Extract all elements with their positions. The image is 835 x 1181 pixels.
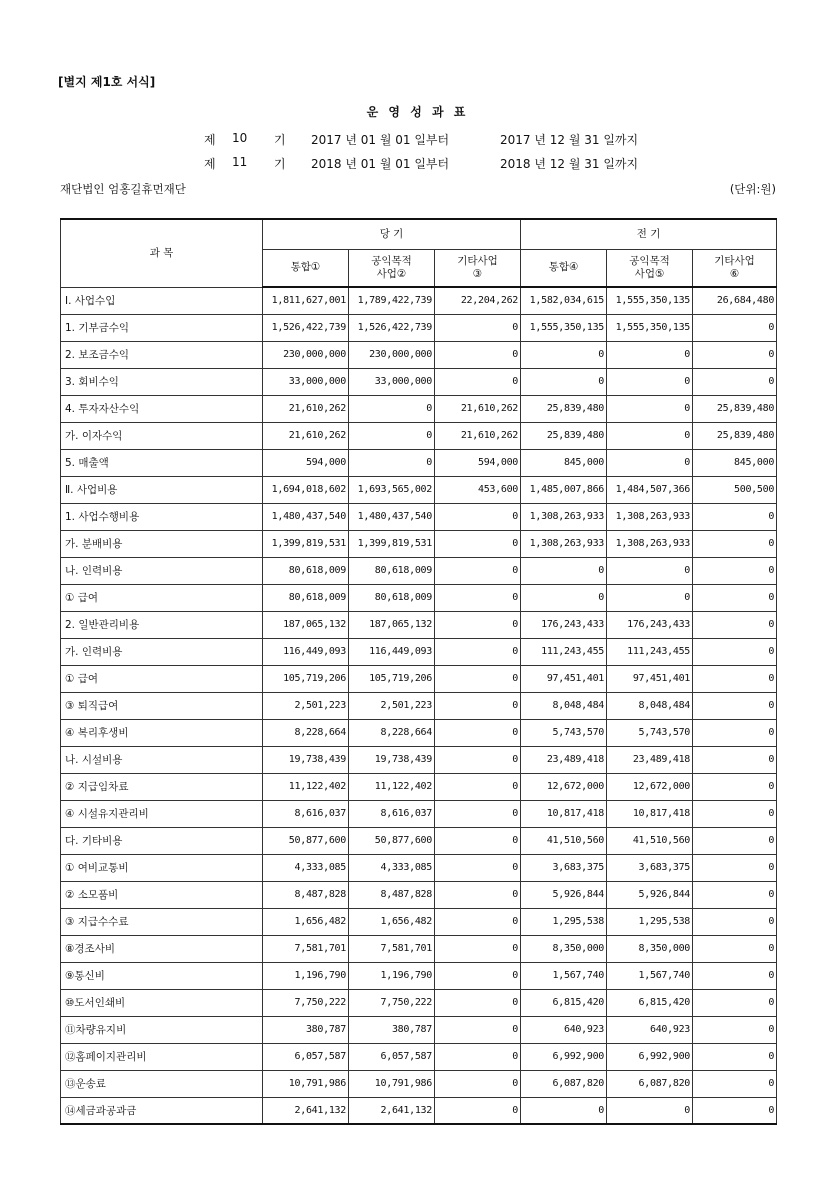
amount-cell: 0 [693,719,777,746]
amount-cell: 41,510,560 [607,827,693,854]
amount-cell: 2,501,223 [263,692,349,719]
amount-cell: 0 [435,881,521,908]
amount-cell: 0 [693,1043,777,1070]
amount-cell: 1,295,538 [607,908,693,935]
amount-cell: 21,610,262 [435,422,521,449]
amount-cell: 25,839,480 [521,422,607,449]
item-cell: 다. 기타비용 [61,827,263,854]
table-row [61,908,777,935]
amount-cell: 8,350,000 [607,935,693,962]
item-cell: ② 지급임차료 [61,773,263,800]
amount-cell: 6,057,587 [349,1043,435,1070]
amount-cell: 0 [521,584,607,611]
amount-cell: 41,510,560 [521,827,607,854]
amount-cell: 2,641,132 [263,1097,349,1124]
table-row [61,746,777,773]
amount-cell: 0 [693,611,777,638]
amount-cell: 6,992,900 [607,1043,693,1070]
amount-cell: 0 [435,746,521,773]
amount-cell: 25,839,480 [521,395,607,422]
item-cell: ⑨통신비 [61,962,263,989]
amount-cell: 7,581,701 [349,935,435,962]
document-title: 운 영 성 과 표 [366,105,469,119]
table-row [61,368,777,395]
amount-cell: 0 [693,314,777,341]
amount-cell: 0 [435,962,521,989]
item-cell: ④ 시설유지관리비 [61,800,263,827]
amount-cell: 0 [607,557,693,584]
amount-cell: 640,923 [521,1016,607,1043]
item-cell: 가. 분배비용 [61,530,263,557]
item-cell: ④ 복리후생비 [61,719,263,746]
amount-cell: 1,526,422,739 [263,314,349,341]
amount-cell: 0 [607,1097,693,1124]
amount-cell: 105,719,206 [349,665,435,692]
item-cell: 4. 투자자산수익 [61,395,263,422]
amount-cell: 230,000,000 [349,341,435,368]
amount-cell: 50,877,600 [349,827,435,854]
amount-cell: 1,567,740 [607,962,693,989]
table-row [61,449,777,476]
amount-cell: 105,719,206 [263,665,349,692]
amount-cell: 1,656,482 [263,908,349,935]
amount-cell: 1,480,437,540 [263,503,349,530]
item-cell: ⑬운송료 [61,1070,263,1097]
amount-cell: 0 [435,1016,521,1043]
amount-cell: 0 [693,692,777,719]
amount-cell: 0 [521,341,607,368]
amount-cell: 845,000 [521,449,607,476]
amount-cell: 0 [693,638,777,665]
amount-cell: 23,489,418 [607,746,693,773]
amount-cell: 1,308,263,933 [521,530,607,557]
amount-cell: 6,992,900 [521,1043,607,1070]
period-suffix: 기 [274,157,286,171]
amount-cell: 5,743,570 [521,719,607,746]
amount-cell: 8,048,484 [607,692,693,719]
amount-cell: 50,877,600 [263,827,349,854]
amount-cell: 0 [435,638,521,665]
amount-cell: 80,618,009 [263,557,349,584]
amount-cell: 0 [521,557,607,584]
amount-cell: 111,243,455 [607,638,693,665]
amount-cell: 111,243,455 [521,638,607,665]
table-row [61,503,777,530]
amount-cell: 0 [435,692,521,719]
item-cell: ③ 퇴직급여 [61,692,263,719]
amount-cell: 0 [435,1070,521,1097]
column-header: 통합① [263,249,349,287]
table-body [61,287,777,1124]
table-row [61,1043,777,1070]
table-row [61,692,777,719]
column-header: 기타사업 ③ [435,249,521,287]
amount-cell: 0 [607,449,693,476]
amount-cell: 0 [435,557,521,584]
amount-cell: 0 [521,368,607,395]
amount-cell: 0 [435,341,521,368]
amount-cell: 1,308,263,933 [607,530,693,557]
amount-cell: 0 [693,827,777,854]
item-cell: ① 여비교통비 [61,854,263,881]
amount-cell: 1,567,740 [521,962,607,989]
item-cell: ⑫홈페이지관리비 [61,1043,263,1070]
table-row [61,854,777,881]
amount-cell: 0 [521,1097,607,1124]
amount-cell: 12,672,000 [607,773,693,800]
amount-cell: 0 [435,854,521,881]
amount-cell: 1,196,790 [349,962,435,989]
amount-cell: 1,484,507,366 [607,476,693,503]
amount-cell: 1,480,437,540 [349,503,435,530]
amount-cell: 0 [435,800,521,827]
table-row [61,638,777,665]
table-row [61,827,777,854]
amount-cell: 2,641,132 [349,1097,435,1124]
table-row [61,611,777,638]
operating-results-table [60,218,777,1125]
amount-cell: 21,610,262 [435,395,521,422]
amount-cell: 0 [607,341,693,368]
amount-cell: 8,048,484 [521,692,607,719]
amount-cell: 0 [435,611,521,638]
table-row [61,341,777,368]
amount-cell: 8,487,828 [263,881,349,908]
period-to: 2018 년 12 월 31 일까지 [500,157,639,171]
amount-cell: 1,694,018,602 [263,476,349,503]
amount-cell: 22,204,262 [435,287,521,314]
table-row [61,935,777,962]
amount-cell: 6,087,820 [521,1070,607,1097]
table-row [61,665,777,692]
amount-cell: 3,683,375 [521,854,607,881]
amount-cell: 33,000,000 [263,368,349,395]
amount-cell: 1,555,350,135 [607,314,693,341]
amount-cell: 80,618,009 [349,584,435,611]
item-cell: 가. 이자수익 [61,422,263,449]
amount-cell: 10,791,986 [263,1070,349,1097]
amount-cell: 1,308,263,933 [607,503,693,530]
period-from: 2018 년 01 월 01 일부터 [311,157,450,171]
table-row [61,476,777,503]
amount-cell: 0 [693,935,777,962]
period-to: 2017 년 12 월 31 일까지 [500,133,639,147]
column-header: 공익목적 사업② [349,249,435,287]
amount-cell: 0 [435,368,521,395]
item-header: 과 목 [61,219,263,287]
amount-cell: 0 [435,989,521,1016]
amount-cell: 453,600 [435,476,521,503]
item-cell: 나. 인력비용 [61,557,263,584]
organization-name: 재단법인 엄홍길휴먼재단 [60,182,186,196]
amount-cell: 1,295,538 [521,908,607,935]
item-cell: Ⅱ. 사업비용 [61,476,263,503]
amount-cell: 1,196,790 [263,962,349,989]
item-cell: 1. 기부금수익 [61,314,263,341]
table-row [61,422,777,449]
amount-cell: 0 [693,557,777,584]
amount-cell: 0 [693,1070,777,1097]
amount-cell: 0 [435,584,521,611]
item-cell: ① 급여 [61,584,263,611]
amount-cell: 97,451,401 [521,665,607,692]
item-cell: 2. 일반관리비용 [61,611,263,638]
previous-period-header: 전 기 [521,219,777,249]
amount-cell: 80,618,009 [263,584,349,611]
table-row [61,287,777,314]
amount-cell: 0 [693,989,777,1016]
column-header: 기타사업 ⑥ [693,249,777,287]
amount-cell: 0 [349,422,435,449]
amount-cell: 0 [435,827,521,854]
column-header: 공익목적 사업⑤ [607,249,693,287]
amount-cell: 0 [693,530,777,557]
item-cell: ① 급여 [61,665,263,692]
amount-cell: 6,815,420 [607,989,693,1016]
amount-cell: 3,683,375 [607,854,693,881]
amount-cell: 0 [435,314,521,341]
item-cell: 5. 매출액 [61,449,263,476]
amount-cell: 4,333,085 [349,854,435,881]
amount-cell: 594,000 [435,449,521,476]
table-row [61,989,777,1016]
amount-cell: 7,750,222 [263,989,349,1016]
amount-cell: 0 [349,449,435,476]
amount-cell: 500,500 [693,476,777,503]
amount-cell: 1,526,422,739 [349,314,435,341]
amount-cell: 176,243,433 [521,611,607,638]
amount-cell: 0 [693,368,777,395]
amount-cell: 23,489,418 [521,746,607,773]
amount-cell: 2,501,223 [349,692,435,719]
amount-cell: 10,817,418 [521,800,607,827]
amount-cell: 8,228,664 [263,719,349,746]
amount-cell: 0 [693,962,777,989]
amount-cell: 0 [349,395,435,422]
table-row [61,584,777,611]
amount-cell: 0 [693,1097,777,1124]
amount-cell: 1,555,350,135 [607,287,693,314]
amount-cell: 0 [435,935,521,962]
table-row [61,395,777,422]
amount-cell: 0 [693,881,777,908]
amount-cell: 116,449,093 [349,638,435,665]
amount-cell: 0 [607,395,693,422]
amount-cell: 1,399,819,531 [349,530,435,557]
amount-cell: 10,791,986 [349,1070,435,1097]
amount-cell: 11,122,402 [349,773,435,800]
amount-cell: 0 [693,503,777,530]
table-row [61,773,777,800]
amount-cell: 845,000 [693,449,777,476]
period-prefix: 제 [204,157,216,171]
table-row [61,719,777,746]
table-row [61,1070,777,1097]
item-cell: 2. 보조금수익 [61,341,263,368]
table-row [61,962,777,989]
item-cell: 1. 사업수행비용 [61,503,263,530]
amount-cell: 187,065,132 [349,611,435,638]
amount-cell: 8,616,037 [263,800,349,827]
item-cell: 나. 시설비용 [61,746,263,773]
unit-label: (단위:원) [729,182,776,196]
form-label: [별지 제1호 서식] [58,75,156,89]
table-row [61,557,777,584]
amount-cell: 116,449,093 [263,638,349,665]
amount-cell: 0 [435,530,521,557]
amount-cell: 0 [693,341,777,368]
amount-cell: 12,672,000 [521,773,607,800]
item-cell: ⑧경조사비 [61,935,263,962]
amount-cell: 0 [607,422,693,449]
amount-cell: 0 [693,908,777,935]
amount-cell: 380,787 [263,1016,349,1043]
item-cell: 가. 인력비용 [61,638,263,665]
amount-cell: 1,789,422,739 [349,287,435,314]
amount-cell: 33,000,000 [349,368,435,395]
period-from: 2017 년 01 월 01 일부터 [311,133,450,147]
amount-cell: 7,581,701 [263,935,349,962]
period-suffix: 기 [274,133,286,147]
item-cell: ⑭세금과공과금 [61,1097,263,1124]
amount-cell: 0 [693,665,777,692]
amount-cell: 0 [435,1097,521,1124]
item-cell: ② 소모품비 [61,881,263,908]
amount-cell: 21,610,262 [263,395,349,422]
amount-cell: 7,750,222 [349,989,435,1016]
amount-cell: 1,811,627,001 [263,287,349,314]
amount-cell: 97,451,401 [607,665,693,692]
item-cell: Ⅰ. 사업수입 [61,287,263,314]
amount-cell: 1,308,263,933 [521,503,607,530]
amount-cell: 1,656,482 [349,908,435,935]
table-row [61,530,777,557]
amount-cell: 6,087,820 [607,1070,693,1097]
amount-cell: 0 [693,854,777,881]
amount-cell: 8,487,828 [349,881,435,908]
amount-cell: 0 [435,719,521,746]
amount-cell: 0 [435,908,521,935]
amount-cell: 25,839,480 [693,422,777,449]
item-cell: 3. 회비수익 [61,368,263,395]
amount-cell: 8,228,664 [349,719,435,746]
item-cell: ⑩도서인쇄비 [61,989,263,1016]
amount-cell: 0 [607,368,693,395]
amount-cell: 1,485,007,866 [521,476,607,503]
item-cell: ③ 지급수수료 [61,908,263,935]
amount-cell: 5,926,844 [521,881,607,908]
amount-cell: 1,582,034,615 [521,287,607,314]
amount-cell: 8,616,037 [349,800,435,827]
amount-cell: 0 [607,584,693,611]
amount-cell: 0 [693,746,777,773]
amount-cell: 0 [693,584,777,611]
table-row [61,881,777,908]
amount-cell: 0 [435,503,521,530]
amount-cell: 1,693,565,002 [349,476,435,503]
amount-cell: 0 [693,1016,777,1043]
amount-cell: 0 [435,773,521,800]
amount-cell: 4,333,085 [263,854,349,881]
amount-cell: 1,555,350,135 [521,314,607,341]
amount-cell: 5,743,570 [607,719,693,746]
period-num: 10 [232,131,248,145]
table-row [61,1097,777,1124]
amount-cell: 19,738,439 [349,746,435,773]
amount-cell: 0 [435,1043,521,1070]
column-header: 통합④ [521,249,607,287]
table-row [61,1016,777,1043]
amount-cell: 176,243,433 [607,611,693,638]
amount-cell: 21,610,262 [263,422,349,449]
amount-cell: 0 [693,773,777,800]
amount-cell: 5,926,844 [607,881,693,908]
amount-cell: 1,399,819,531 [263,530,349,557]
item-cell: ⑪차량유지비 [61,1016,263,1043]
current-period-header: 당 기 [263,219,521,249]
amount-cell: 6,057,587 [263,1043,349,1070]
amount-cell: 0 [435,665,521,692]
amount-cell: 19,738,439 [263,746,349,773]
amount-cell: 594,000 [263,449,349,476]
amount-cell: 26,684,480 [693,287,777,314]
period-prefix: 제 [204,133,216,147]
amount-cell: 25,839,480 [693,395,777,422]
amount-cell: 380,787 [349,1016,435,1043]
amount-cell: 640,923 [607,1016,693,1043]
amount-cell: 80,618,009 [349,557,435,584]
amount-cell: 230,000,000 [263,341,349,368]
amount-cell: 187,065,132 [263,611,349,638]
table-row [61,800,777,827]
amount-cell: 10,817,418 [607,800,693,827]
table-row [61,314,777,341]
amount-cell: 6,815,420 [521,989,607,1016]
amount-cell: 8,350,000 [521,935,607,962]
amount-cell: 0 [693,800,777,827]
period-num: 11 [232,155,248,169]
amount-cell: 11,122,402 [263,773,349,800]
